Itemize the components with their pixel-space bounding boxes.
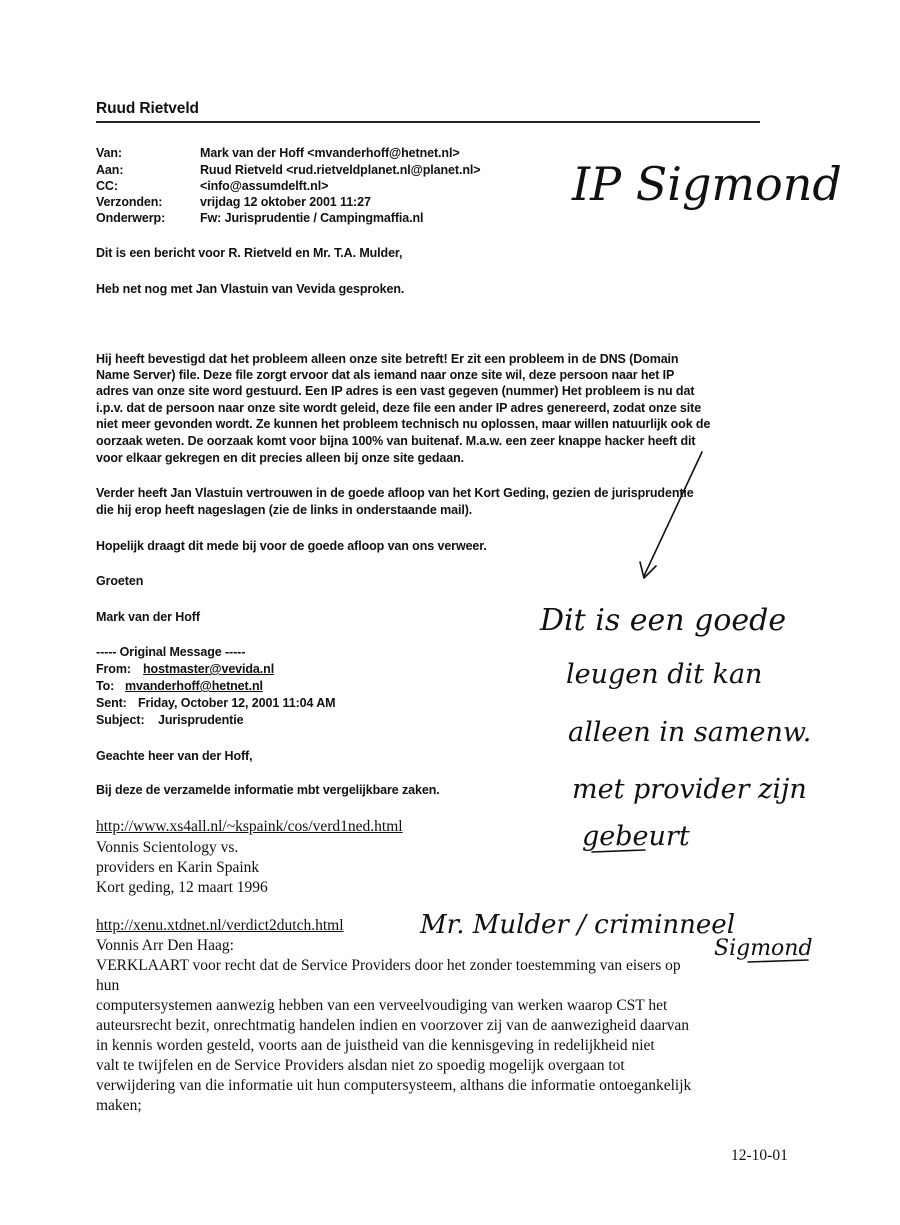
original-salutation: Geachte heer van der Hoff, — [96, 749, 253, 763]
body-paragraph-4: Hopelijk draagt dit mede bij voor de goede afloop van ons verweer. — [96, 539, 487, 553]
original-from-link[interactable]: hostmaster@vevida.nl — [143, 662, 275, 676]
reference-link[interactable]: http://www.xs4all.nl/~kspaink/cos/verd1ned.html — [96, 818, 403, 835]
reference-line: verwijdering van die informatie uit hun computersysteem, althans die informatie ontoegankelijk — [96, 1077, 692, 1094]
handwritten-line: alleen in samenw. — [568, 717, 812, 748]
footer-date: 12-10-01 — [731, 1147, 788, 1164]
body-line: die hij erop heeft nageslagen (zie de links in onderstaande mail). — [96, 503, 473, 517]
reference-line: hun — [96, 977, 120, 994]
original-subject-label: Subject: — [96, 713, 145, 727]
reference-line: valt te twijfelen en de Service Providers alsdan niet zo spoedig mogelijk overgaan tot — [96, 1057, 625, 1074]
handwritten-line: Dit is een goede — [540, 603, 787, 638]
reference-line: VERKLAART voor recht dat de Service Providers door het zonder toestemming van eisers op — [96, 957, 681, 974]
original-from-label: From: — [96, 662, 131, 676]
original-to-label: To: — [96, 679, 115, 693]
sent-value: vrijdag 12 oktober 2001 11:27 — [200, 195, 371, 209]
cc-value: <info@assumdelft.nl> — [200, 179, 329, 193]
handwritten-line: Sigmond — [714, 936, 813, 961]
handwritten-line: Mr. Mulder / criminneel — [420, 910, 736, 940]
original-sent-value: Friday, October 12, 2001 11:04 AM — [138, 696, 336, 710]
sent-label: Verzonden: — [96, 195, 163, 209]
reference-line: Vonnis Arr Den Haag: — [96, 937, 234, 954]
reference-line: Vonnis Scientology vs. — [96, 839, 239, 856]
original-to-link[interactable]: mvanderhoff@hetnet.nl — [125, 679, 263, 693]
subject-value: Fw: Jurisprudentie / Campingmaffia.nl — [200, 211, 424, 225]
handwritten-line: gebeurt — [582, 821, 690, 852]
original-sent-label: Sent: — [96, 696, 127, 710]
body-paragraph-1: Heb net nog met Jan Vlastuin van Vevida gesproken. — [96, 282, 405, 296]
handwritten-line: leugen dit kan — [566, 659, 763, 690]
handwritten-line: met provider zijn — [572, 774, 807, 805]
signature: Mark van der Hoff — [96, 610, 200, 624]
to-label: Aan: — [96, 163, 124, 177]
page-title: Ruud Rietveld — [96, 100, 199, 117]
body-line: Hij heeft bevestigd dat het probleem alleen onze site betreft! Er zit een probleem in de DNS (Domain — [96, 352, 679, 366]
body-line: i.p.v. dat de persoon naar onze site wordt geleid, deze file een ander IP adres genereerd, zodat onze site — [96, 401, 702, 415]
from-value: Mark van der Hoff <mvanderhoff@hetnet.nl> — [200, 146, 460, 160]
reference-line: maken; — [96, 1097, 142, 1114]
to-value: Ruud Rietveld <rud.rietveldplanet.nl@planet.nl> — [200, 163, 481, 177]
reference-line: Kort geding, 12 maart 1996 — [96, 879, 268, 896]
original-subject-value: Jurisprudentie — [158, 713, 244, 727]
body-line: oorzaak weten. De oorzaak komt voor bijna 100% van buitenaf. M.a.w. een zeer knappe hacker heeft dit — [96, 434, 696, 448]
body-line: niet meer gevonden wordt. Ze kunnen het probleem technisch nu oplossen, maar willen natuurlijk ook de — [96, 417, 711, 431]
cc-label: CC: — [96, 179, 118, 193]
body-line: Verder heeft Jan Vlastuin vertrouwen in de goede afloop van het Kort Geding, gezien de jurisprudentie — [96, 486, 694, 500]
greeting: Groeten — [96, 574, 144, 588]
reference-line: auteursrecht bezit, onrechtmatig handelen indien en voorzover zij van de aanwezigheid daarvan — [96, 1017, 690, 1034]
original-separator: ----- Original Message ----- — [96, 645, 246, 659]
body-line: adres van onze site word gestuurd. Een IP adres is een vast gegeven (nummer) Het probleem is nu dat — [96, 384, 695, 398]
from-label: Van: — [96, 146, 122, 160]
subject-label: Onderwerp: — [96, 211, 166, 225]
reference-line: in kennis worden gesteld, voorts aan de juistheid van die kennisgeving in redelijkheid niet — [96, 1037, 655, 1054]
body-intro: Dit is een bericht voor R. Rietveld en Mr. T.A. Mulder, — [96, 246, 403, 260]
reference-line: computersystemen aanwezig hebben van een verveelvoudiging van werken waarop CST het — [96, 997, 668, 1014]
handwritten-top-note-text: IP Sigmond — [572, 157, 842, 211]
original-intro: Bij deze de verzamelde informatie mbt vergelijkbare zaken. — [96, 783, 440, 797]
reference-line: providers en Karin Spaink — [96, 859, 260, 876]
reference-link[interactable]: http://xenu.xtdnet.nl/verdict2dutch.html — [96, 917, 344, 934]
body-line: voor elkaar gekregen en dit precies alleen bij onze site gedaan. — [96, 451, 465, 465]
body-line: Name Server) file. Deze file zorgt ervoor dat als iemand naar onze site wil, deze persoon naar het IP — [96, 368, 675, 382]
